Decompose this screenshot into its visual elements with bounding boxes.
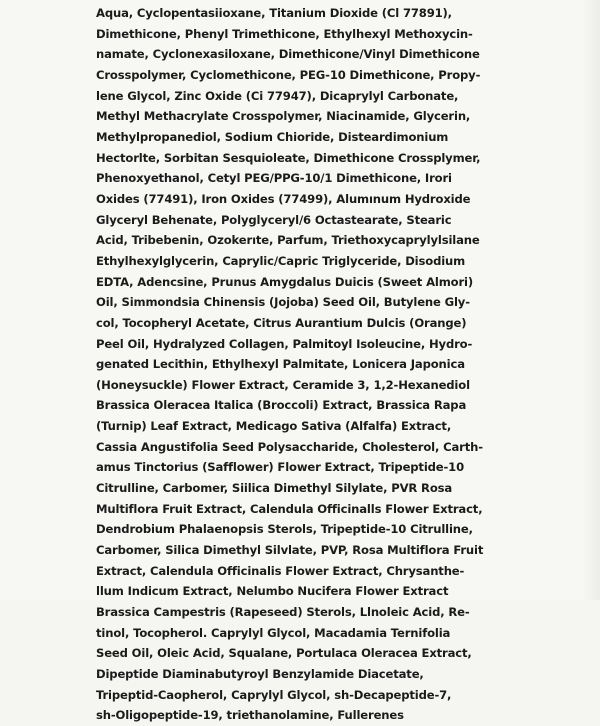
ingredient-line: Multiflora Fruit Extract, Calendula Officinalls Flower Extract, [96,501,483,516]
ingredient-line: Citrulline, Carbomer, Siilica Dimethyl Silylate, PVR Rosa [96,481,453,496]
ingredient-line: lene Glycol, Zinc Oxide (Ci 77947), Dicaprylyl Carbonate, [96,88,459,103]
ingredient-line: Oxides (77491), Iron Oxides (77499), Alumınum Hydroxide [96,191,471,206]
ingredient-line: sh-Oligopeptide-19, triethanolamine, Fullerenes [96,708,404,723]
ingredient-line: EDTA, Adencsine, Prunus Amygdalus Duicis (Sweet Almori) [96,274,474,289]
ingredient-line: Aqua, Cyclopentasiioxane, Titanium Dioxide (Cl 77891), [96,6,452,20]
ingredient-line: Hectorlte, Sorbitan Sesquioleate, Dimethicone Crossplymer, [96,150,481,165]
ingredient-line: (Honeysuckle) Flower Extract, Ceramide 3, 1,2-Hexanediol [96,377,470,392]
ingredient-line: Methyl Methacrylate Crosspolymer, Niacinamide, Glycerin, [96,109,471,124]
paper-edge-shadow [582,0,600,600]
ingredient-line: Glyceryl Behenate, Polyglyceryl/6 Octastearate, Stearic [96,212,452,227]
ingredient-line: Methylpropanediol, Sodium Chioride, Disteardimonium [96,129,449,144]
ingredient-line: Acid, Tribebenin, Ozokerıte, Parfum, Triethoxycaprylylsilane [96,233,480,248]
ingredient-line: Peel Oil, Hydralyzed Collagen, Palmitoyl Isoleucine, Hydro- [96,336,473,351]
ingredient-line: Dipeptide Diaminabutyroyl Benzylamide Diacetate, [96,667,424,681]
ingredient-line: col, Tocopheryl Acetate, Citrus Aurantium Dulcis (Orange) [96,315,467,330]
ingredient-line: amus Tinctorius (Safflower) Flower Extract, Tripeptide-10 [96,460,465,475]
ingredient-line: Ethylhexylglycerin, Caprylic/Capric Triglyceride, Disodium [96,253,466,268]
ingredient-line: tinol, Tocopherol. Caprylyl Glycol, Macadamia Ternifolia [96,625,451,640]
ingredient-line: Tripeptid-Caopherol, Caprylyl Glycol, sh-Decapeptide-7, [96,687,452,702]
ingredient-line: Carbomer, Silica Dimethyl Silvlate, PVP, Rosa Multiflora Fruit [96,543,484,558]
ingredient-line: Seed Oil, Oleic Acid, Squalane, Portulaca Oleracea Extract, [96,646,472,661]
ingredient-line: Extract, Calendula Officinalis Flower Extract, Chrysanthe- [96,563,465,578]
ingredient-line: Dendrobium Phalaenopsis Sterols, Tripeptide-10 Citrulline, [96,522,473,537]
ingredient-line: Crosspolymer, Cyclomethicone, PEG-10 Dimethicone, Propy- [96,67,481,82]
ingredient-line: genated Lecithin, Ethylhexyl Palmitate, Lonicera Japonica [96,357,465,372]
ingredient-line: Brassica Campestris (Rapeseed) Sterols, Llnoleic Acid, Re- [96,605,470,620]
ingredient-line: Cassia Angustifolia Seed Polysaccharide, Cholesterol, Carth- [96,439,483,454]
ingredient-line: (Turnip) Leaf Extract, Medicago Sativa (Alfalfa) Extract, [96,419,452,434]
ingredient-line: namate, Cyclonexasiloxane, Dimethicone/Vinyl Dimethicone [96,47,480,62]
ingredient-line: Oil, Simmondsia Chinensis (Jojoba) Seed Oil, Butylene Gly- [96,295,470,310]
ingredient-line: Phenoxyethanol, Cetyl PEG/PPG-10/1 Dimethicone, Irori [96,171,452,186]
ingredient-line: Dimethicone, Phenyl Trimethicone, Ethylhexyl Methoxycin- [96,26,473,41]
ingredient-list [96,3,496,726]
ingredient-line: Brassica Oleracea Italica (Broccoli) Extract, Brassica Rapa [96,398,467,413]
ingredient-line: llum Indicum Extract, Nelumbo Nucifera Flower Extract [96,584,449,599]
